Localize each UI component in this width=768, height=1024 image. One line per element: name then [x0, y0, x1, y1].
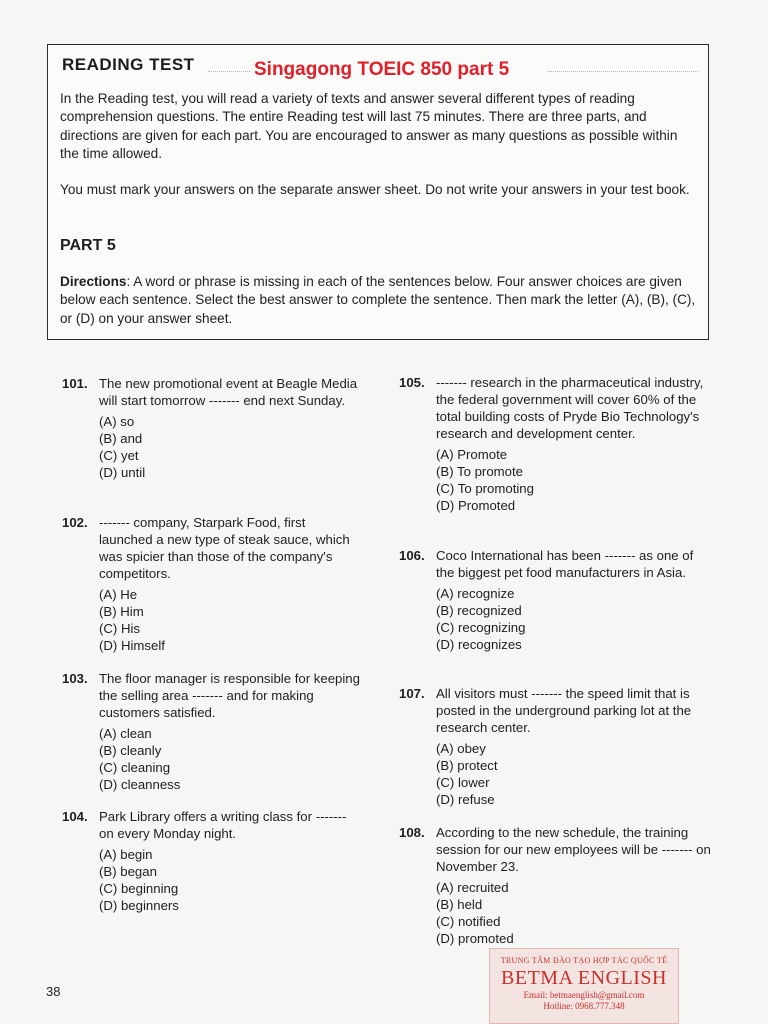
question-stem: Coco International has been ------- as one of the biggest pet food manufacturers in Asia.	[436, 548, 694, 580]
question-107	[399, 685, 714, 808]
answer-option-a[interactable]: (A) so	[99, 414, 135, 429]
dotted-rule	[208, 71, 250, 72]
question-102	[62, 514, 362, 654]
answer-option-c[interactable]: (C) lower	[436, 775, 490, 790]
question-stem: ------- company, Starpark Food, first launched a new type of steak sauce, which was spicier than those of the company's competitors.	[99, 515, 350, 581]
question-number: 102.	[62, 515, 88, 530]
question-stem: All visitors must ------- the speed limit that is posted in the underground parking lot at the research center.	[436, 686, 692, 735]
reading-test-instructions-box	[47, 44, 709, 340]
question-stem: The new promotional event at Beagle Media will start tomorrow ------- end next Sunday.	[99, 376, 358, 408]
question-106	[399, 547, 714, 653]
answer-option-a[interactable]: (A) begin	[99, 847, 153, 862]
answer-option-a[interactable]: (A) obey	[436, 741, 486, 756]
answer-options	[99, 725, 362, 793]
answer-options	[436, 879, 714, 947]
betma-english-stamp	[489, 948, 679, 1024]
question-number: 104.	[62, 809, 88, 824]
answer-option-c[interactable]: (C) yet	[99, 448, 139, 463]
intro-paragraph: You must mark your answers on the separate answer sheet. Do not write your answers in your test book.	[60, 182, 690, 197]
question-number: 107.	[399, 686, 425, 701]
question-104	[62, 808, 362, 914]
answer-option-d[interactable]: (D) promoted	[436, 931, 514, 946]
question-number: 105.	[399, 375, 425, 390]
question-stem: Park Library offers a writing class for ------- on every Monday night.	[99, 809, 347, 841]
part-title: PART 5	[60, 237, 116, 254]
answer-option-a[interactable]: (A) recruited	[436, 880, 509, 895]
answer-option-b[interactable]: (B) recognized	[436, 603, 522, 618]
answer-options	[99, 846, 362, 914]
question-101	[62, 375, 362, 481]
question-number: 108.	[399, 825, 425, 840]
directions-label: Directions	[60, 274, 127, 289]
stamp-center-name: TRUNG TÂM ĐÀO TẠO HỢP TÁC QUỐC TẾ	[500, 956, 668, 965]
question-number: 106.	[399, 548, 425, 563]
question-103	[62, 670, 362, 793]
answer-option-d[interactable]: (D) refuse	[436, 792, 495, 807]
dotted-rule	[548, 71, 698, 72]
page-number: 38	[46, 984, 61, 999]
answer-option-a[interactable]: (A) clean	[99, 726, 152, 741]
answer-options	[436, 740, 714, 808]
stamp-brand: BETMA ENGLISH	[501, 967, 667, 989]
answer-option-d[interactable]: (D) cleanness	[99, 777, 181, 792]
answer-option-c[interactable]: (C) notified	[436, 914, 501, 929]
answer-option-a[interactable]: (A) Promote	[436, 447, 508, 462]
answer-options	[436, 585, 714, 653]
reading-test-title: READING TEST	[62, 55, 195, 74]
directions-paragraph	[60, 273, 700, 328]
answer-option-b[interactable]: (B) and	[99, 431, 143, 446]
answer-option-c[interactable]: (C) beginning	[99, 881, 179, 896]
answer-option-b[interactable]: (B) held	[436, 897, 483, 912]
stamp-email: Email: betmaenglish@gmail.com	[523, 990, 645, 1000]
question-105	[399, 374, 714, 514]
answer-options	[99, 413, 362, 481]
answer-option-d[interactable]: (D) recognizes	[436, 637, 522, 652]
promo-title: Singagong TOEIC 850 part 5	[254, 59, 510, 80]
question-stem: The floor manager is responsible for keeping the selling area ------- and for making customers satisfied.	[99, 671, 360, 720]
question-stem: According to the new schedule, the training session for our new employees will be ------- on November 23.	[436, 825, 711, 874]
question-108	[399, 824, 714, 947]
answer-option-b[interactable]: (B) To promote	[436, 464, 523, 479]
stamp-hotline: Hotline: 0968.777.348	[543, 1001, 625, 1011]
answer-option-d[interactable]: (D) until	[99, 465, 146, 480]
answer-option-c[interactable]: (C) recognizing	[436, 620, 526, 635]
answer-option-c[interactable]: (C) His	[99, 621, 141, 636]
answer-option-d[interactable]: (D) beginners	[99, 898, 179, 913]
answer-option-d[interactable]: (D) Himself	[99, 638, 165, 653]
answer-option-c[interactable]: (C) To promoting	[436, 481, 534, 496]
question-number: 103.	[62, 671, 88, 686]
question-stem: ------- research in the pharmaceutical industry, the federal government will cover 60% of the total building costs of Pryde Bio Technology's research and development center.	[436, 375, 704, 441]
answer-option-d[interactable]: (D) Promoted	[436, 498, 516, 513]
answer-option-a[interactable]: (A) recognize	[436, 586, 515, 601]
answer-option-a[interactable]: (A) He	[99, 587, 138, 602]
answer-option-c[interactable]: (C) cleaning	[99, 760, 171, 775]
answer-options	[436, 446, 714, 514]
intro-paragraph: In the Reading test, you will read a variety of texts and answer several different types of reading comprehension questions. The entire Reading test will last 75 minutes. There are three parts, and directions are given for each part. You are encouraged to answer as many questions as possible within the time allowed.	[60, 91, 678, 161]
answer-option-b[interactable]: (B) Him	[99, 604, 144, 619]
directions-text: : A word or phrase is missing in each of the sentences below. Four answer choices are given below each sentence. Select the best answer to complete the sentence. Then mark the letter (A), (B), (C), or (D) on your answer sheet.	[60, 274, 696, 326]
question-number: 101.	[62, 376, 88, 391]
answer-options	[99, 586, 362, 654]
answer-option-b[interactable]: (B) cleanly	[99, 743, 162, 758]
answer-option-b[interactable]: (B) began	[99, 864, 157, 879]
answer-option-b[interactable]: (B) protect	[436, 758, 498, 773]
